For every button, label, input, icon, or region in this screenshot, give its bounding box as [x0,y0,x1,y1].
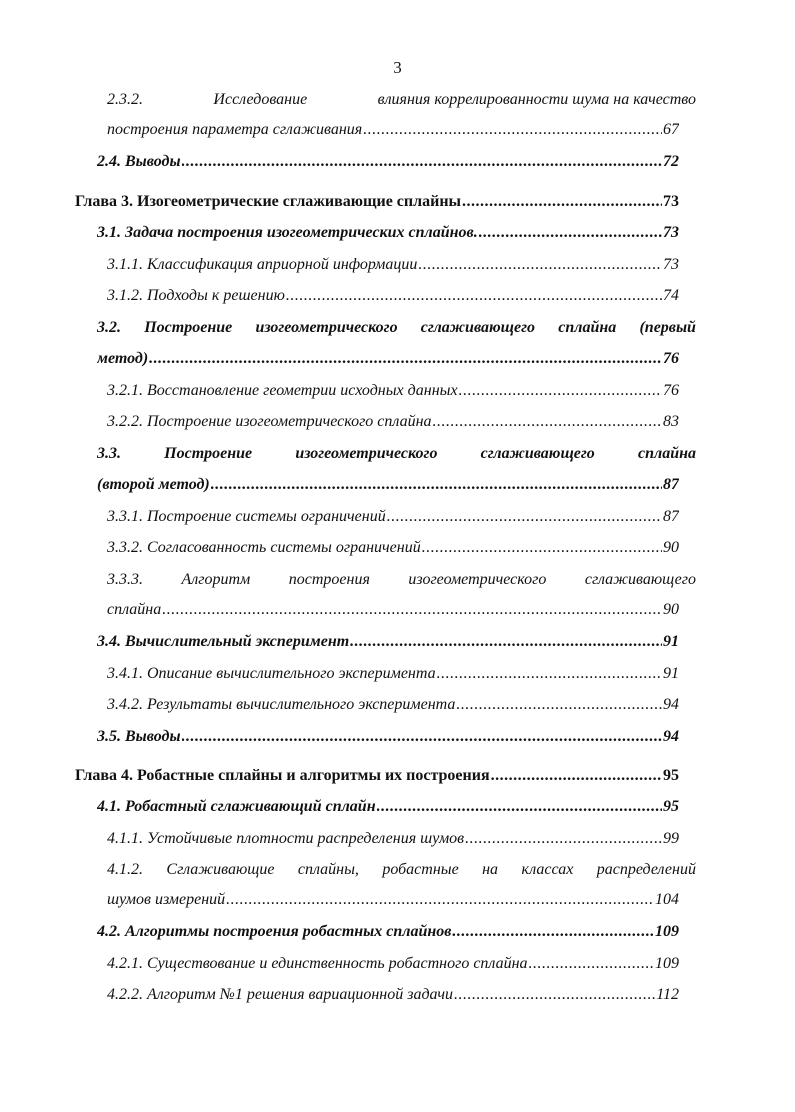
toc-entry-4-1-2-line1 [107,860,696,880]
toc-entry-title: Глава 3. Изогеометрические сглаживающие сплайны [75,193,462,210]
toc-entry-3-4-1 [107,664,679,684]
toc-entry-title: построения параметра сглаживания [107,121,363,138]
toc-entry-title: 3.3.1. Построение системы ограничений [107,508,386,525]
toc-word: сплайна [637,445,696,462]
toc-page-number: 94 [663,728,679,745]
toc-word: Построение [144,319,233,336]
dot-leader [182,152,662,172]
toc-page-number: 87 [663,508,679,525]
toc-entry-3-2-1 [107,381,679,401]
toc-word: сглаживающего [480,445,595,462]
toc-entry-title: 3.5. Выводы [97,728,181,745]
toc-entry-3-1 [97,223,679,243]
toc-entry-title: 3.3.2. Согласованность системы ограничений [107,539,421,556]
toc-word: сглаживающего [420,319,535,336]
toc-entry-title: сплайна [107,601,162,618]
dot-leader [422,538,662,558]
toc-page-number: 87 [663,476,679,493]
toc-page-number: 99 [663,830,679,847]
toc-page-number: 90 [663,601,679,618]
toc-entry-title: Глава 4. Робастные сплайны и алгоритмы их построения [75,767,490,784]
toc-word: сплайны, [297,861,359,878]
toc-entry-title: шумов измерений [107,891,226,908]
toc-word: Построение [164,445,253,462]
toc-page-number: 76 [663,350,679,367]
dot-leader [363,120,662,140]
toc-entry-3-1-2 [107,286,679,306]
toc-chapter-4 [75,766,679,786]
toc-entry-3-5 [97,727,679,747]
dot-leader [350,632,662,652]
toc-word: изогеометрического [295,445,438,462]
toc-page-number: 91 [663,633,679,650]
toc-word: 4.1.2. [107,861,143,878]
toc-entry-2-3-2-line2 [107,120,679,140]
dot-leader [211,475,662,495]
toc-page-number: 112 [656,986,679,1003]
toc-word: Сглаживающие [166,861,275,878]
toc-entry-3-3-line1 [97,444,696,464]
toc-entry-title: 3.4. Вычислительный эксперимент [97,633,350,650]
toc-entry-title: метод) [97,350,149,367]
dot-leader [387,507,662,527]
toc-entry-4-1 [97,797,679,817]
toc-page-number: 83 [663,413,679,430]
toc-entry-2-4 [97,152,679,172]
toc-entry-4-2 [97,922,679,942]
toc-page-number: 76 [663,382,679,399]
toc-word: изогеометрического [408,571,547,588]
toc-entry-3-3-3-line1 [107,570,696,590]
toc-page-number: 90 [663,539,679,556]
toc-page-number: 104 [655,891,679,908]
toc-word: сплайна [558,319,617,336]
toc-word: 2.3.2. [107,91,143,108]
toc-entry-title: 2.4. Выводы [97,153,181,170]
toc-page-number: 73 [663,256,679,273]
toc-page-number: 72 [663,153,679,170]
toc-page-number: 67 [663,121,679,138]
toc-entry-title: 3.4.1. Описание вычислительного эксперимента [107,665,436,682]
toc-entry-3-2-line2 [97,349,679,369]
dot-leader [182,727,662,747]
toc-entry-3-4 [97,632,679,652]
toc-word: 3.2. [97,319,121,336]
toc-page-number: 91 [663,665,679,682]
toc-word: (первый [639,319,696,336]
toc-word: 3.3.3. [107,571,143,588]
toc-entry-4-1-2-line2 [107,890,679,910]
toc-word: сглаживающего [584,571,696,588]
toc-entry-3-2-line1 [97,318,696,338]
dot-leader [462,192,662,212]
toc-word: построения [288,571,370,588]
toc-entry-4-2-1 [107,954,679,974]
toc-entry-3-4-2 [107,695,679,715]
toc-word: Исследование [213,91,308,108]
dot-leader [162,600,662,620]
dot-leader [459,381,662,401]
toc-page-number: 73 [663,193,679,210]
page-number: 3 [393,58,402,77]
dot-leader [418,255,662,275]
toc-page-number: 109 [655,923,679,940]
dot-leader [479,223,662,243]
toc-entry-3-2-2 [107,412,679,432]
toc-word: на [482,861,499,878]
dot-leader [286,286,662,306]
toc-entry-2-3-2-line1 [107,90,696,110]
toc-entry-title: 3.2.1. Восстановление геометрии исходных данных [107,382,458,399]
toc-page-number: 74 [663,287,679,304]
toc-entry-title: 3.4.2. Результаты вычислительного эксперимента [107,696,456,713]
toc-entry-title: 3.1. Задача построения изогеометрических сплайнов. [97,224,478,241]
toc-chapter-3 [75,192,679,212]
toc-entry-title: 4.1.1. Устойчивые плотности распределения шумов [107,830,465,847]
toc-entry-4-2-2 [107,985,679,1005]
toc-page-number: 109 [655,955,679,972]
dot-leader [226,890,654,910]
dot-leader [454,985,655,1005]
dot-leader [377,797,662,817]
toc-page-number: 94 [663,696,679,713]
toc-word: робастные [382,861,459,878]
toc-entry-4-1-1 [107,829,679,849]
toc-page-number: 95 [663,767,679,784]
toc-word: классах [521,861,574,878]
dot-leader [491,766,662,786]
toc-entry-title: 4.2.2. Алгоритм №1 решения вариационной задачи [107,986,453,1003]
toc-entry-3-3-1 [107,507,679,527]
dot-leader [456,695,662,715]
toc-word: 3.3. [97,445,121,462]
toc-page-number: 95 [663,798,679,815]
dot-leader [437,664,662,684]
toc-entry-title: 3.2.2. Построение изогеометрического сплайна [107,413,432,430]
toc-entry-3-3-2 [107,538,679,558]
toc-entry-3-3-3-line2 [107,600,679,620]
toc-word: распределений [596,861,696,878]
toc-entry-title: (второй метод) [97,476,210,493]
toc-entry-title: 3.1.2. Подходы к решению [107,287,285,304]
toc-entry-title: 4.1. Робастный сглаживающий сплайн [97,798,376,815]
dot-leader [433,412,662,432]
dot-leader [465,829,662,849]
toc-word: Алгоритм [181,571,251,588]
toc-entry-title: 4.2.1. Существование и единственность робастного сплайна [107,955,528,972]
toc-entry-3-1-1 [107,255,679,275]
toc-page-number: 73 [663,224,679,241]
dot-leader [452,922,654,942]
toc-word: изогеометрического [255,319,398,336]
dot-leader [149,349,662,369]
dot-leader [529,954,654,974]
toc-entry-3-3-line2 [97,475,679,495]
toc-entry-title: 3.1.1. Классификация априорной информации [107,256,418,273]
toc-entry-title: 4.2. Алгоритмы построения робастных сплайнов [97,923,452,940]
toc-word: влияния коррелированности шума на качество [377,91,696,108]
